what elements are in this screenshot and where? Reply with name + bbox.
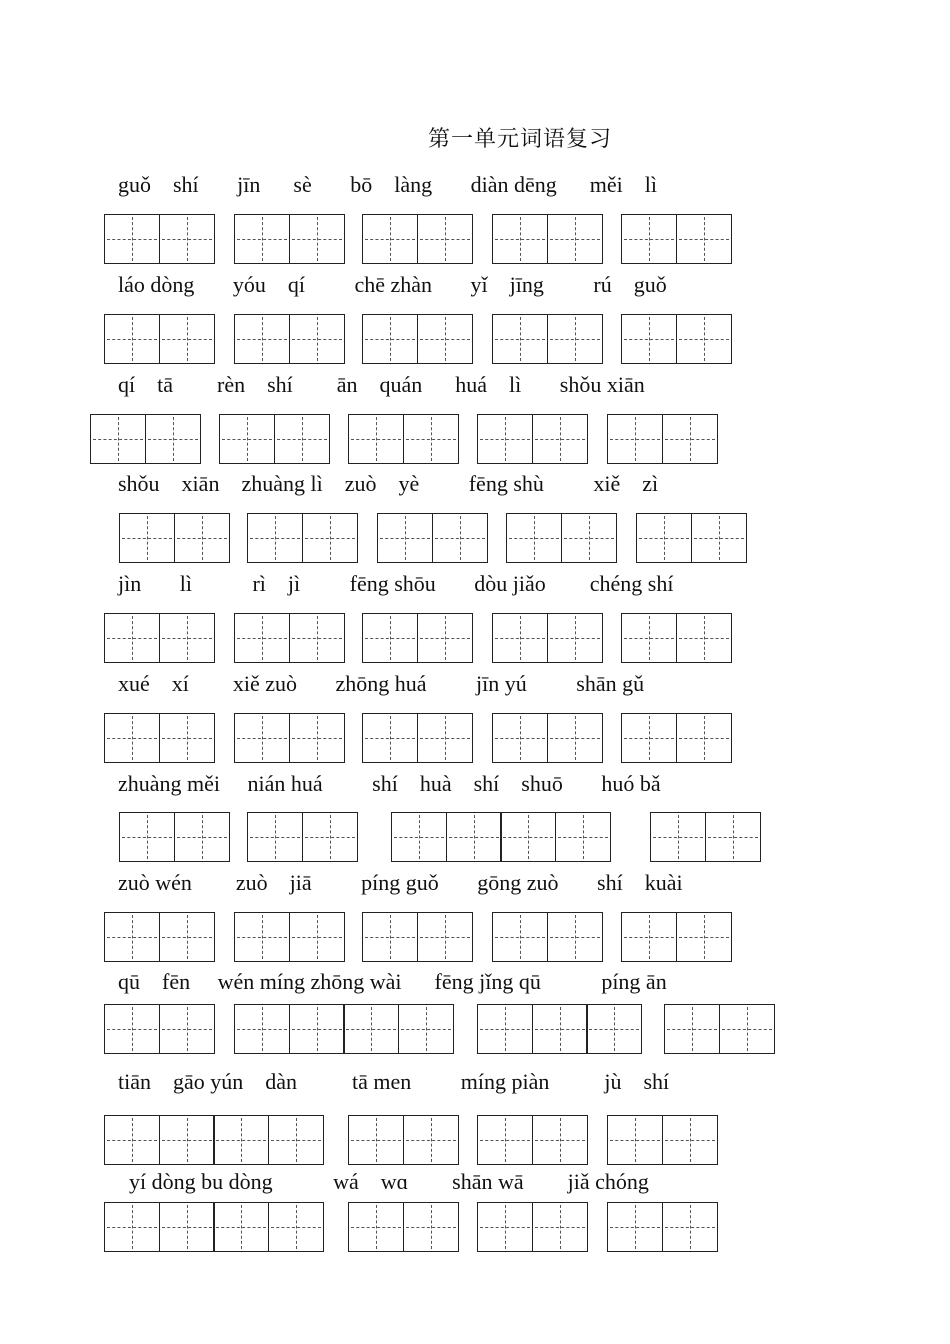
writing-box-group[interactable] bbox=[621, 214, 730, 264]
tianzige-cell[interactable] bbox=[362, 613, 418, 663]
tianzige-cell[interactable] bbox=[547, 214, 603, 264]
pinyin-line: zhuàng měi nián huá shí huà shí shuō huó bǎ bbox=[118, 771, 661, 796]
tianzige-cell[interactable] bbox=[247, 812, 303, 862]
tianzige-cell[interactable] bbox=[621, 314, 677, 364]
writing-box-group[interactable] bbox=[391, 812, 609, 862]
page-title: 第一单元词语复习 bbox=[427, 126, 612, 151]
tianzige-cell[interactable] bbox=[174, 812, 230, 862]
tianzige-cell[interactable] bbox=[664, 1004, 720, 1054]
tianzige-cell[interactable] bbox=[492, 214, 548, 264]
tianzige-cell[interactable] bbox=[104, 214, 160, 264]
tianzige-cell[interactable] bbox=[532, 1202, 588, 1252]
tianzige-cell[interactable] bbox=[104, 613, 160, 663]
writing-box-group[interactable] bbox=[621, 912, 730, 962]
tianzige-cell[interactable] bbox=[417, 314, 473, 364]
tianzige-cell[interactable] bbox=[547, 613, 603, 663]
tianzige-cell[interactable] bbox=[234, 1004, 290, 1054]
writing-box-group[interactable] bbox=[234, 613, 343, 663]
tianzige-cell[interactable] bbox=[621, 912, 677, 962]
tianzige-cell[interactable] bbox=[289, 1004, 345, 1054]
writing-box-group[interactable] bbox=[492, 214, 601, 264]
tianzige-cell[interactable] bbox=[492, 912, 548, 962]
writing-box-group[interactable] bbox=[621, 613, 730, 663]
tianzige-cell[interactable] bbox=[403, 1115, 459, 1165]
tianzige-cell[interactable] bbox=[159, 1115, 215, 1165]
writing-box-group[interactable] bbox=[477, 1202, 586, 1252]
tianzige-cell[interactable] bbox=[403, 414, 459, 464]
writing-box-group[interactable] bbox=[247, 513, 356, 563]
tianzige-cell[interactable] bbox=[104, 1202, 160, 1252]
tianzige-cell[interactable] bbox=[555, 812, 611, 862]
tianzige-cell[interactable] bbox=[159, 1004, 215, 1054]
writing-box-group[interactable] bbox=[621, 314, 730, 364]
pinyin-line: yí dòng bu dòng wá wɑ shān wā jiǎ chóng bbox=[118, 1169, 649, 1194]
writing-box-group[interactable] bbox=[650, 812, 759, 862]
tianzige-cell[interactable] bbox=[547, 314, 603, 364]
tianzige-cell[interactable] bbox=[159, 1202, 215, 1252]
tianzige-cell[interactable] bbox=[492, 713, 548, 763]
writing-box-group[interactable] bbox=[362, 912, 471, 962]
tianzige-cell[interactable] bbox=[119, 513, 175, 563]
tianzige-cell[interactable] bbox=[705, 812, 761, 862]
tianzige-cell[interactable] bbox=[104, 1115, 160, 1165]
pinyin-line: láo dòng yóu qí chē zhàn yǐ jīng rú guǒ bbox=[118, 272, 667, 297]
tianzige-cell[interactable] bbox=[362, 314, 418, 364]
tianzige-cell[interactable] bbox=[506, 513, 562, 563]
tianzige-cell[interactable] bbox=[477, 1004, 533, 1054]
writing-box-group[interactable] bbox=[234, 214, 343, 264]
tianzige-cell[interactable] bbox=[417, 613, 473, 663]
tianzige-cell[interactable] bbox=[174, 513, 230, 563]
writing-box-group[interactable] bbox=[348, 1202, 457, 1252]
tianzige-cell[interactable] bbox=[547, 912, 603, 962]
writing-box-group[interactable] bbox=[119, 513, 228, 563]
writing-box-group[interactable] bbox=[104, 1115, 322, 1165]
tianzige-cell[interactable] bbox=[477, 1115, 533, 1165]
pinyin-line: guǒ shí jīn sè bō làng diàn dēng měi lì bbox=[118, 172, 657, 197]
tianzige-cell[interactable] bbox=[477, 1202, 533, 1252]
tianzige-cell[interactable] bbox=[607, 1115, 663, 1165]
writing-box-group[interactable] bbox=[104, 613, 213, 663]
tianzige-cell[interactable] bbox=[289, 912, 345, 962]
writing-box-group[interactable] bbox=[234, 1004, 452, 1054]
tianzige-cell[interactable] bbox=[362, 912, 418, 962]
writing-box-group[interactable] bbox=[477, 414, 586, 464]
tianzige-cell[interactable] bbox=[547, 713, 603, 763]
pinyin-line: jìn lì rì jì fēng shōu dòu jiǎo chéng shí bbox=[118, 571, 674, 596]
tianzige-cell[interactable] bbox=[607, 1202, 663, 1252]
tianzige-cell[interactable] bbox=[274, 414, 330, 464]
writing-box-group[interactable] bbox=[492, 713, 601, 763]
tianzige-cell[interactable] bbox=[662, 1202, 718, 1252]
tianzige-cell[interactable] bbox=[691, 513, 747, 563]
pinyin-line: zuò wén zuò jiā píng guǒ gōng zuò shí kuài bbox=[118, 870, 683, 895]
tianzige-cell[interactable] bbox=[446, 812, 502, 862]
writing-box-group[interactable] bbox=[607, 414, 716, 464]
tianzige-cell[interactable] bbox=[289, 613, 345, 663]
writing-box-group[interactable] bbox=[247, 812, 356, 862]
tianzige-cell[interactable] bbox=[492, 314, 548, 364]
writing-box-group[interactable] bbox=[607, 1202, 716, 1252]
writing-box-group[interactable] bbox=[477, 1115, 586, 1165]
tianzige-cell[interactable] bbox=[362, 214, 418, 264]
tianzige-cell[interactable] bbox=[403, 1202, 459, 1252]
writing-box-group[interactable] bbox=[104, 713, 213, 763]
writing-box-group[interactable] bbox=[362, 713, 471, 763]
tianzige-cell[interactable] bbox=[268, 1115, 324, 1165]
tianzige-cell[interactable] bbox=[219, 414, 275, 464]
tianzige-cell[interactable] bbox=[119, 812, 175, 862]
tianzige-cell[interactable] bbox=[234, 713, 290, 763]
tianzige-cell[interactable] bbox=[636, 513, 692, 563]
tianzige-cell[interactable] bbox=[650, 812, 706, 862]
writing-box-group[interactable] bbox=[234, 912, 343, 962]
writing-box-group[interactable] bbox=[477, 1004, 641, 1054]
tianzige-cell[interactable] bbox=[500, 812, 556, 862]
tianzige-cell[interactable] bbox=[213, 1115, 269, 1165]
pinyin-line: qū fēn wén míng zhōng wài fēng jǐng qū píng ān bbox=[118, 969, 667, 994]
tianzige-cell[interactable] bbox=[159, 713, 215, 763]
writing-box-group[interactable] bbox=[621, 713, 730, 763]
tianzige-cell[interactable] bbox=[377, 513, 433, 563]
pinyin-line: xué xí xiě zuò zhōng huá jīn yú shān gǔ bbox=[118, 671, 645, 696]
tianzige-cell[interactable] bbox=[719, 1004, 775, 1054]
tianzige-cell[interactable] bbox=[492, 613, 548, 663]
tianzige-cell[interactable] bbox=[621, 613, 677, 663]
writing-box-group[interactable] bbox=[664, 1004, 773, 1054]
writing-box-group[interactable] bbox=[90, 414, 199, 464]
tianzige-cell[interactable] bbox=[159, 214, 215, 264]
tianzige-cell[interactable] bbox=[289, 314, 345, 364]
writing-box-group[interactable] bbox=[348, 414, 457, 464]
pinyin-line: shǒu xiān zhuàng lì zuò yè fēng shù xiě zì bbox=[118, 471, 659, 496]
writing-box-group[interactable] bbox=[104, 1202, 322, 1252]
tianzige-cell[interactable] bbox=[532, 1115, 588, 1165]
tianzige-cell[interactable] bbox=[234, 613, 290, 663]
tianzige-cell[interactable] bbox=[104, 1004, 160, 1054]
tianzige-cell[interactable] bbox=[145, 414, 201, 464]
tianzige-cell[interactable] bbox=[289, 713, 345, 763]
writing-box-group[interactable] bbox=[104, 1004, 213, 1054]
tianzige-cell[interactable] bbox=[676, 314, 732, 364]
writing-box-group[interactable] bbox=[636, 513, 745, 563]
tianzige-cell[interactable] bbox=[561, 513, 617, 563]
tianzige-cell[interactable] bbox=[662, 414, 718, 464]
tianzige-cell[interactable] bbox=[532, 414, 588, 464]
writing-box-group[interactable] bbox=[104, 214, 213, 264]
tianzige-cell[interactable] bbox=[104, 713, 160, 763]
tianzige-cell[interactable] bbox=[302, 812, 358, 862]
writing-box-group[interactable] bbox=[492, 613, 601, 663]
tianzige-cell[interactable] bbox=[234, 314, 290, 364]
tianzige-cell[interactable] bbox=[343, 1004, 399, 1054]
tianzige-cell[interactable] bbox=[676, 912, 732, 962]
writing-box-group[interactable] bbox=[492, 912, 601, 962]
writing-box-group[interactable] bbox=[607, 1115, 716, 1165]
tianzige-cell[interactable] bbox=[676, 713, 732, 763]
writing-box-group[interactable] bbox=[104, 314, 213, 364]
tianzige-cell[interactable] bbox=[247, 513, 303, 563]
tianzige-cell[interactable] bbox=[302, 513, 358, 563]
writing-box-group[interactable] bbox=[119, 812, 228, 862]
tianzige-cell[interactable] bbox=[159, 912, 215, 962]
tianzige-cell[interactable] bbox=[234, 912, 290, 962]
tianzige-cell[interactable] bbox=[348, 1115, 404, 1165]
tianzige-cell[interactable] bbox=[417, 214, 473, 264]
tianzige-cell[interactable] bbox=[586, 1004, 642, 1054]
tianzige-cell[interactable] bbox=[676, 214, 732, 264]
tianzige-cell[interactable] bbox=[289, 214, 345, 264]
tianzige-cell[interactable] bbox=[159, 613, 215, 663]
tianzige-cell[interactable] bbox=[676, 613, 732, 663]
pinyin-line: tiān gāo yún dàn tā men míng piàn jù shí bbox=[118, 1069, 670, 1094]
tianzige-cell[interactable] bbox=[417, 912, 473, 962]
tianzige-cell[interactable] bbox=[398, 1004, 454, 1054]
tianzige-cell[interactable] bbox=[362, 713, 418, 763]
tianzige-cell[interactable] bbox=[348, 414, 404, 464]
tianzige-cell[interactable] bbox=[234, 214, 290, 264]
tianzige-cell[interactable] bbox=[662, 1115, 718, 1165]
writing-box-group[interactable] bbox=[362, 314, 471, 364]
writing-box-group[interactable] bbox=[362, 214, 471, 264]
tianzige-cell[interactable] bbox=[532, 1004, 588, 1054]
tianzige-cell[interactable] bbox=[621, 713, 677, 763]
tianzige-cell[interactable] bbox=[432, 513, 488, 563]
tianzige-cell[interactable] bbox=[607, 414, 663, 464]
tianzige-cell[interactable] bbox=[104, 912, 160, 962]
tianzige-cell[interactable] bbox=[104, 314, 160, 364]
tianzige-cell[interactable] bbox=[268, 1202, 324, 1252]
tianzige-cell[interactable] bbox=[477, 414, 533, 464]
writing-box-group[interactable] bbox=[234, 314, 343, 364]
tianzige-cell[interactable] bbox=[348, 1202, 404, 1252]
tianzige-cell[interactable] bbox=[159, 314, 215, 364]
tianzige-cell[interactable] bbox=[213, 1202, 269, 1252]
tianzige-cell[interactable] bbox=[391, 812, 447, 862]
writing-box-group[interactable] bbox=[362, 613, 471, 663]
tianzige-cell[interactable] bbox=[90, 414, 146, 464]
writing-box-group[interactable] bbox=[219, 414, 328, 464]
writing-box-group[interactable] bbox=[506, 513, 615, 563]
writing-box-group[interactable] bbox=[234, 713, 343, 763]
writing-box-group[interactable] bbox=[104, 912, 213, 962]
pinyin-line: qí tā rèn shí ān quán huá lì shǒu xiān bbox=[118, 372, 645, 397]
tianzige-cell[interactable] bbox=[621, 214, 677, 264]
tianzige-cell[interactable] bbox=[417, 713, 473, 763]
writing-box-group[interactable] bbox=[492, 314, 601, 364]
writing-box-group[interactable] bbox=[348, 1115, 457, 1165]
writing-box-group[interactable] bbox=[377, 513, 486, 563]
